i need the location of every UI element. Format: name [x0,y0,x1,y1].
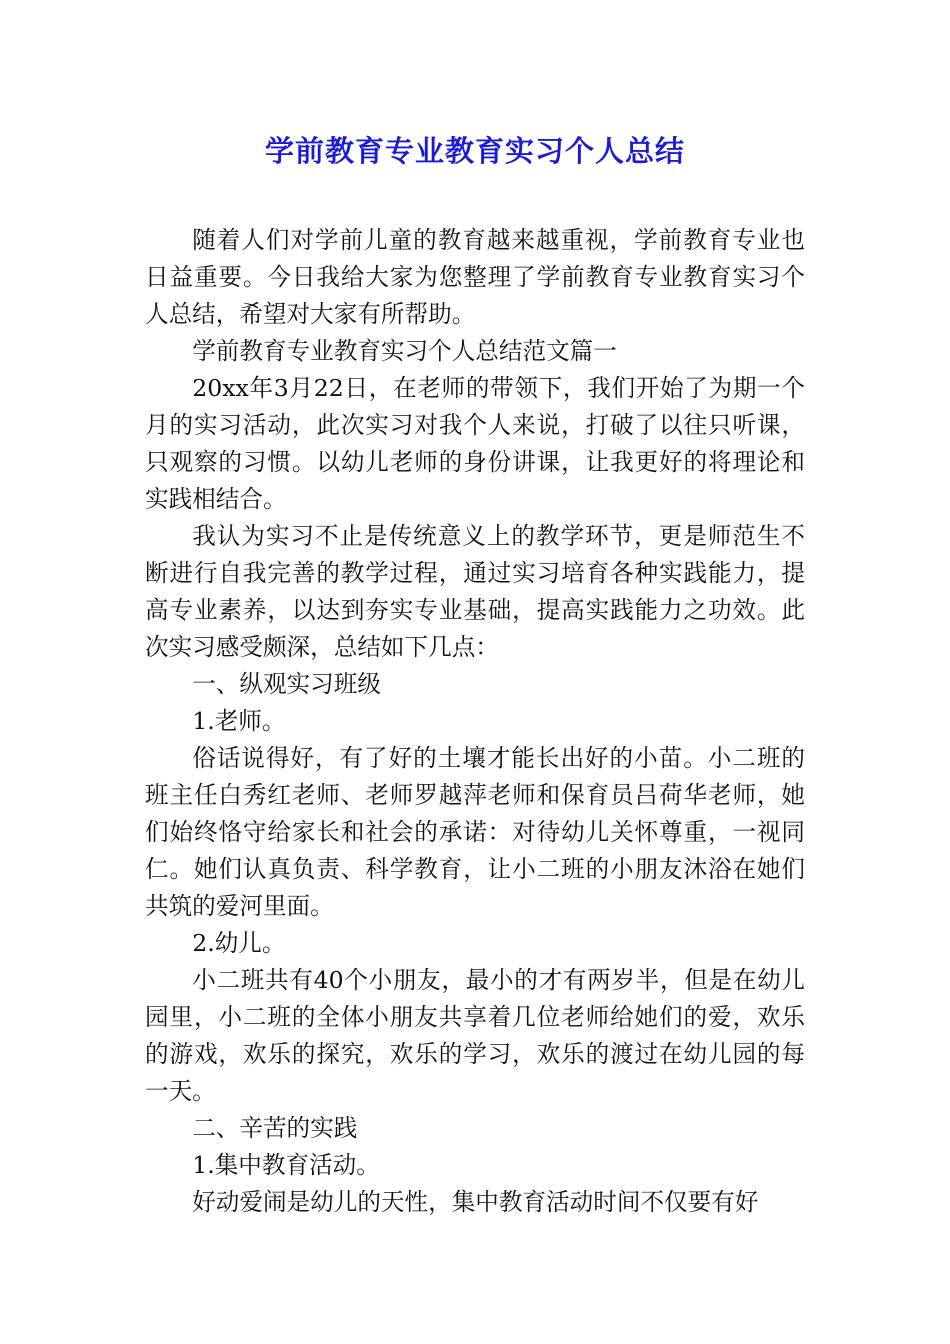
section-heading: 二、辛苦的实践 [192,1114,358,1142]
section-heading: 学前教育专业教育实习个人总结范文篇一 [192,337,617,365]
section-heading: 一、纵观实习班级 [192,670,381,698]
intro-paragraph: 随着人们对学前儿童的教育越来越重视，学前教育专业也日益重要。今日我给大家为您整理了学前教育专业教育实习个人总结，希望对大家有所帮助。 [145,226,805,328]
document-body [145,222,805,1221]
subsection-heading: 2.幼儿。 [192,929,286,957]
body-paragraph: 好动爱闹是幼儿的天性，集中教育活动时间不仅要有好 [192,1188,759,1216]
document-title: 学前教育专业教育实习个人总结 [264,134,685,168]
subsection-heading: 1.老师。 [192,707,286,735]
body-paragraph: 我认为实习不止是传统意义上的教学环节，更是师范生不断进行自我完善的教学过程，通过实习培育各种实践能力，提高专业素养，以达到夯实专业基础，提高实践能力之功效。此次实习感受颇深，总结如下几点： [145,522,805,661]
body-paragraph: 小二班共有40个小朋友，最小的才有两岁半，但是在幼儿园里，小二班的全体小朋友共享着几位老师给她们的爱，欢乐的游戏，欢乐的探究，欢乐的学习，欢乐的渡过在幼儿园的每一天。 [145,966,805,1105]
subsection-heading: 1.集中教育活动。 [192,1151,380,1179]
body-paragraph: 俗话说得好，有了好的土壤才能长出好的小苗。小二班的班主任白秀红老师、老师罗越萍老师和保育员吕荷华老师，她们始终恪守给家长和社会的承诺：对待幼儿关怀尊重，一视同仁。她们认真负责、科学教育，让小二班的小朋友沐浴在她们共筑的爱河里面。 [145,744,805,920]
body-paragraph: 20xx年3月22日，在老师的带领下，我们开始了为期一个月的实习活动，此次实习对我个人来说，打破了以往只听课，只观察的习惯。以幼儿老师的身份讲课，让我更好的将理论和实践相结合。 [145,374,805,513]
